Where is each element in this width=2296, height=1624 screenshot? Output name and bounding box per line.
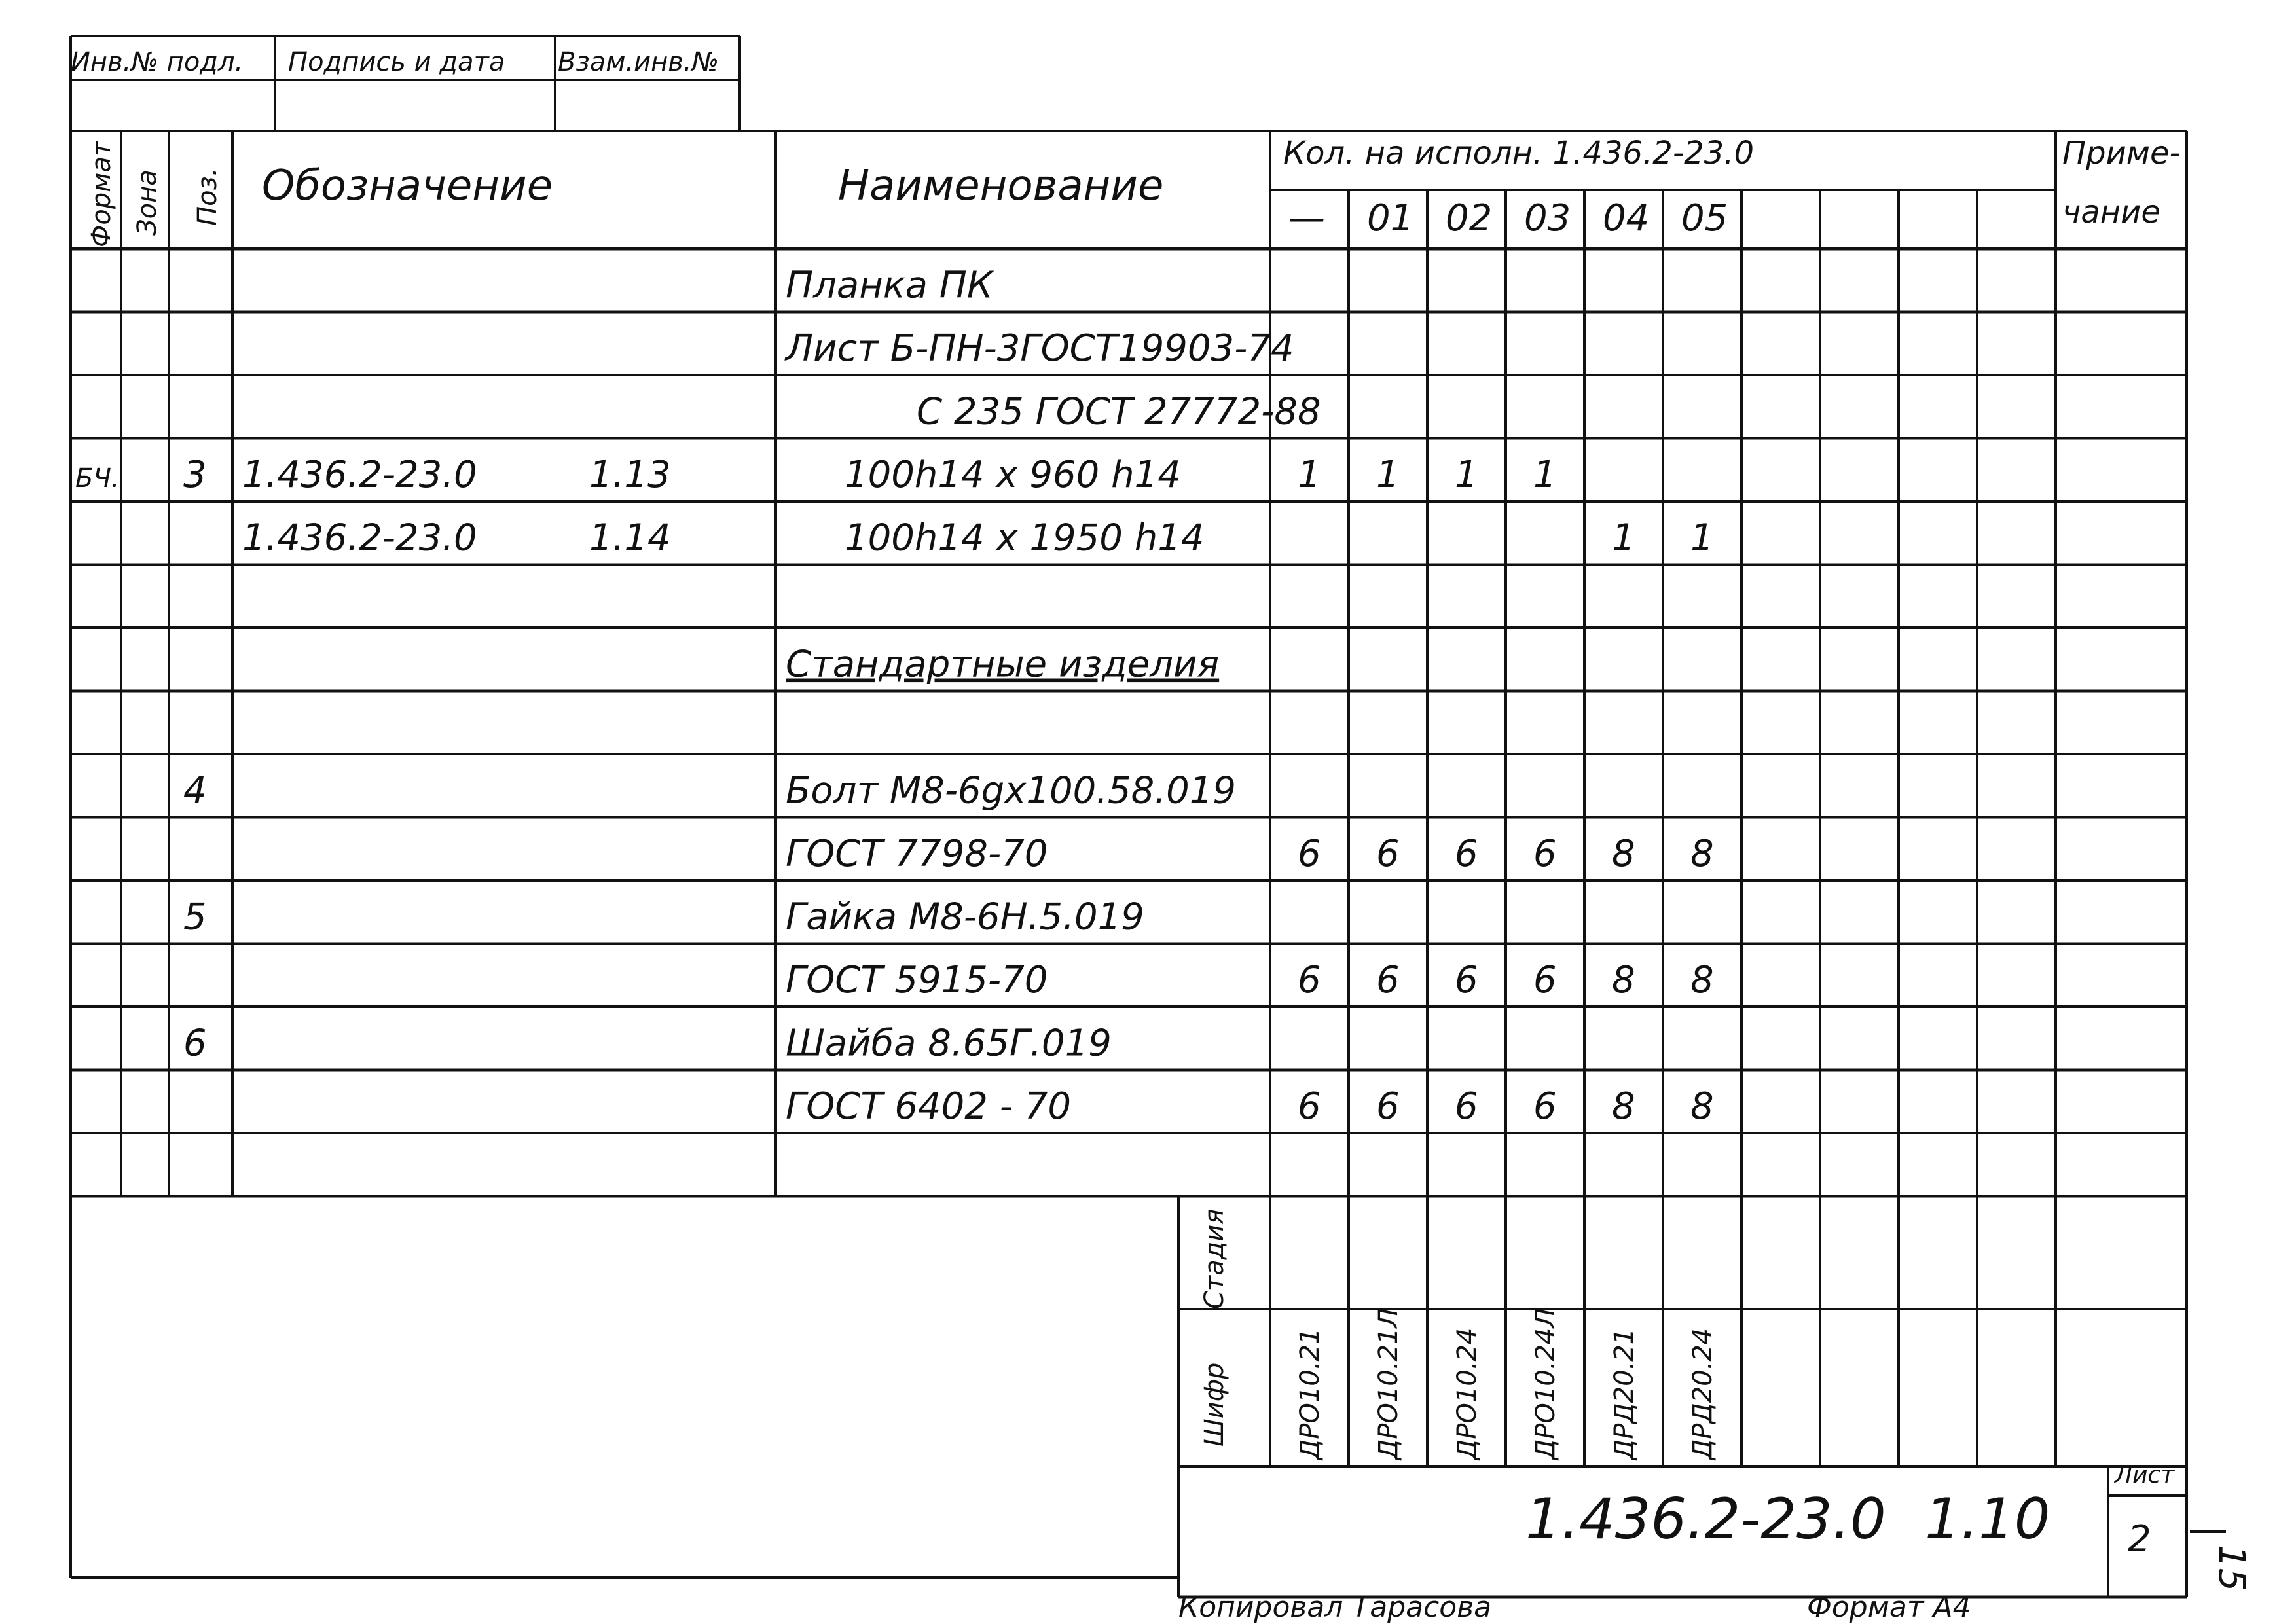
row-qty-4: 1	[1612, 516, 1635, 560]
stamp-inv-label: Инв.№ подл.	[71, 47, 244, 77]
header-note-1: Приме-	[2062, 135, 2181, 171]
row-pos: 4	[183, 769, 207, 812]
stamp-signature-label: Подпись и дата	[288, 47, 505, 77]
row-qty-1: 6	[1376, 1085, 1400, 1128]
row-qty-4: 8	[1612, 1085, 1635, 1128]
row-qty-2: 6	[1455, 833, 1478, 875]
row-name: ГОСТ 5915-70	[786, 959, 1048, 1001]
header-name: Наименование	[838, 162, 1164, 210]
variant-0: —	[1288, 197, 1325, 240]
table-grid	[71, 36, 2226, 1597]
row-qty-5: 1	[1690, 516, 1714, 560]
row-qty-2: 1	[1455, 454, 1478, 496]
variant-3: 03	[1524, 197, 1571, 240]
format-note: Формат А4	[1807, 1591, 1971, 1624]
row-designation: 1.436.2-23.0	[242, 516, 477, 560]
row-qty-3: 1	[1533, 454, 1557, 496]
row-name: С 235 ГОСТ 27772-88	[917, 390, 1321, 433]
header-zone: Зона	[132, 170, 162, 236]
row-name: ГОСТ 7798-70	[786, 833, 1048, 875]
row-name: Планка ПК	[786, 264, 993, 307]
row-qty-1: 1	[1376, 454, 1400, 496]
row-name: Стандартные изделия	[786, 643, 1220, 686]
table-text	[71, 47, 2253, 1624]
header-designation: Обозначение	[262, 162, 553, 210]
row-qty-0: 6	[1298, 1085, 1321, 1128]
variant-2: 02	[1446, 197, 1493, 240]
row-qty-5: 8	[1690, 959, 1714, 1001]
sheet-code: 1.10	[1925, 1487, 2050, 1552]
margin-page-number: 15	[2210, 1545, 2253, 1592]
header-qty-title: Кол. на исполн. 1.436.2-23.0	[1283, 135, 1755, 171]
cipher-label: Шифр	[1199, 1362, 1230, 1447]
header-pos: Поз.	[192, 168, 223, 226]
row-code: 1.14	[589, 516, 671, 560]
row-qty-0: 6	[1298, 959, 1321, 1001]
stage-label: Стадия	[1199, 1208, 1230, 1309]
header-format: Формат	[86, 141, 117, 247]
cipher-2: ДРО10.24	[1452, 1327, 1482, 1460]
row-qty-4: 8	[1612, 833, 1635, 875]
row-name: 100h14 x 1950 h14	[845, 516, 1205, 560]
stamp-replace-label: Взам.инв.№	[558, 47, 720, 77]
row-name: Шайба 8.65Г.019	[786, 1022, 1112, 1065]
row-code: 1.13	[589, 454, 671, 496]
document-number: 1.436.2-23.0	[1525, 1487, 1886, 1552]
variant-1: 01	[1367, 197, 1414, 240]
row-pos: 5	[183, 895, 207, 939]
spec-rows	[75, 264, 1714, 1128]
row-qty-4: 8	[1612, 959, 1635, 1001]
row-qty-5: 8	[1690, 833, 1714, 875]
row-pos: 3	[183, 454, 207, 496]
row-qty-3: 6	[1533, 1085, 1557, 1128]
row-name: Лист Б-ПН-3ГОСТ19903-74	[786, 327, 1294, 370]
row-qty-3: 6	[1533, 833, 1557, 875]
row-name: Гайка М8-6Н.5.019	[786, 895, 1144, 939]
cipher-4: ДРД20.21	[1609, 1327, 1639, 1460]
sheet-number: 2	[2128, 1518, 2151, 1561]
sheet-label: Лист	[2115, 1462, 2175, 1489]
cipher-0: ДРО10.21	[1295, 1327, 1325, 1460]
row-qty-5: 8	[1690, 1085, 1714, 1128]
row-qty-1: 6	[1376, 833, 1400, 875]
row-qty-1: 6	[1376, 959, 1400, 1001]
row-qty-0: 6	[1298, 833, 1321, 875]
row-qty-2: 6	[1455, 1085, 1478, 1128]
row-designation: 1.436.2-23.0	[242, 454, 477, 496]
variant-4: 04	[1603, 197, 1650, 240]
copied-by: Копировал Тарасова	[1178, 1591, 1492, 1624]
row-qty-2: 6	[1455, 959, 1478, 1001]
row-name: 100h14 x 960 h14	[845, 454, 1181, 496]
variant-5: 05	[1681, 197, 1728, 240]
row-qty-0: 1	[1298, 454, 1321, 496]
row-name: ГОСТ 6402 - 70	[786, 1085, 1071, 1128]
row-qty-3: 6	[1533, 959, 1557, 1001]
cipher-3: ДРО10.24Л	[1531, 1308, 1561, 1460]
header-note-2: чание	[2062, 194, 2160, 230]
row-pos: 6	[183, 1022, 207, 1065]
cipher-1: ДРО10.21Л	[1374, 1308, 1404, 1460]
row-name: Болт М8-6gx100.58.019	[786, 769, 1236, 812]
row-format: БЧ.	[75, 463, 120, 494]
cipher-5: ДРД20.24	[1688, 1327, 1718, 1460]
